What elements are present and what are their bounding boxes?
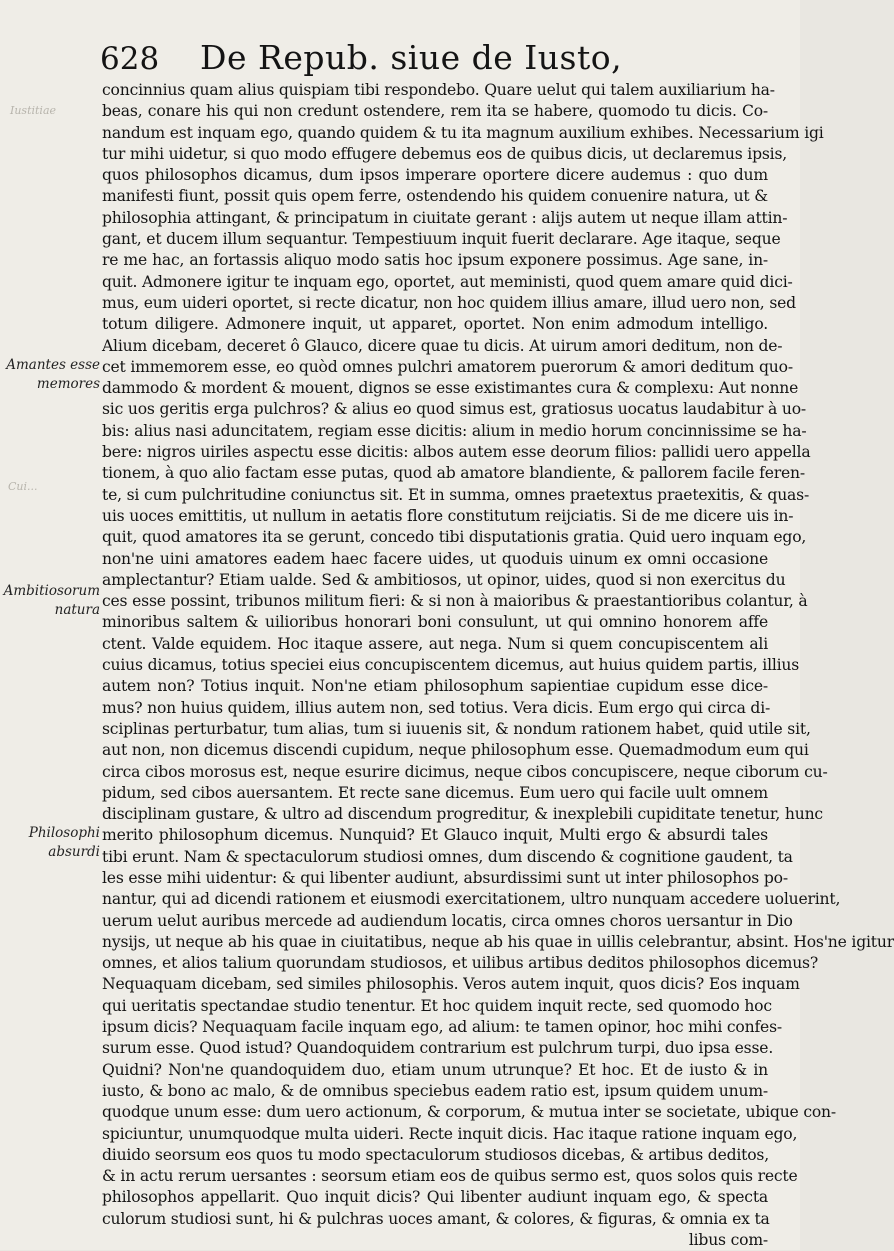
text-line: amplectantur? Etiam ualde. Sed & ambitiosos, ut opinor, uides, quod si non exercitus du — [102, 570, 786, 589]
text-line: surum esse. Quod istud? Quandoquidem contrarium est pulchrum turpi, duo ipsa esse. — [102, 1039, 774, 1058]
text-line: minoribus saltem & uilioribus honorari boni consulunt, ut qui omnino honorem affe — [102, 613, 768, 632]
text-line: beas, conare his qui non credunt ostendere, rem ita se habere, quomodo tu dicis. Co- — [102, 102, 768, 121]
text-line: philosophia attingant, & principatum in ciuitate gerant : alijs autem ut neque illam attin- — [102, 208, 788, 227]
page-number: 628 — [100, 41, 160, 77]
text-line: spiciuntur, unumquodque multa uideri. Recte inquit dicis. Hac itaque ratione inquam ego, — [102, 1124, 798, 1143]
text-line: les esse mihi uidentur: & qui libenter audiunt, absurdissimi sunt ut inter philosophos po- — [102, 868, 788, 887]
text-line: tionem, à quo alio factam esse putas, quod ab amatore blandiente, & pallorem facile feren- — [102, 464, 805, 483]
text-line: tibi erunt. Nam & spectaculorum studiosi omnes, dum discendo & cognitione gaudent, ta — [102, 847, 793, 866]
margin-note-philosophi: Philosophi absurdi — [28, 825, 100, 860]
text-line: gant, et ducem illum sequantur. Tempestiuum inquit fuerit declarare. Age itaque, seque — [102, 230, 781, 249]
text-line: merito philosophum dicemus. Nunquid? Et Glauco inquit, Multi ergo & absurdi tales — [102, 826, 768, 845]
text-line: pidum, sed cibos auersantem. Et recte sane dicemus. Eum uero qui facile uult omnem — [102, 783, 768, 802]
text-line: mus, eum uideri oportet, si recte dicatur, non hoc quidem illius amare, illud uero non, sed — [102, 293, 796, 312]
text-line: quos philosophos dicamus, dum ipsos imperare oportere dicere audemus : quo dum — [102, 166, 768, 185]
text-line: nysijs, ut neque ab his quae in ciuitatibus, neque ab his quae in uillis celebrantur, absint. Hos'ne igitur — [102, 932, 894, 951]
text-line: totum diligere. Admonere inquit, ut apparet, oportet. Non enim admodum intelligo. — [102, 315, 768, 334]
text-line: bis: alius nasi aduncitatem, regiam esse dicitis: alium in medio horum concinnissime se ha- — [102, 421, 807, 440]
text-line: circa cibos morosus est, neque esurire dicimus, neque cibos concupiscere, neque ciborum cu- — [102, 762, 828, 781]
text-line: qui ueritatis spectandae studio tenentur. Et hoc quidem inquit recte, sed quomodo hoc — [102, 996, 772, 1015]
text-line: philosophos appellarit. Quo inquit dicis? Qui libenter audiunt inquam ego, & specta — [102, 1188, 768, 1207]
text-line: uerum uelut auribus mercede ad audiendum locatis, circa omnes choros uersantur in Dio — [102, 911, 793, 930]
text-line: omnes, et alios talium quorundam studiosos, et uilibus artibus deditos philosophos dicemus? — [102, 954, 819, 973]
text-line: dammodo & mordent & mouent, dignos se esse existimantes cura & complexu: Aut nonne — [102, 379, 799, 398]
text-line: ctent. Valde equidem. Hoc itaque assere, aut nega. Num si quem concupiscentem ali — [102, 634, 768, 653]
margin-note-amantes: Amantes esse memores — [6, 357, 100, 392]
text-line: cet immemorem esse, eo quòd omnes pulchri amatorem puerorum & amori deditum quo- — [102, 357, 793, 376]
text-line: bere: nigros uiriles aspectu esse dicitis: albos autem esse deorum filios: pallidi uero appella — [102, 443, 811, 462]
text-line: mus? non huius quidem, illius autem non, sed totius. Vera dicis. Eum ergo qui circa di- — [102, 698, 771, 717]
text-line: autem non? Totius inquit. Non'ne etiam philosophum sapientiae cupidum esse dice- — [102, 677, 768, 696]
text-line: manifesti fiunt, possit quis opem ferre, ostendendo his quidem conuenire natura, ut & — [102, 187, 768, 206]
running-head: De Repub. siue de Iusto, — [200, 38, 623, 77]
text-line: Alium dicebam, deceret ô Glauco, dicere quae tu dicis. At uirum amori deditum, non de- — [102, 336, 783, 355]
text-line: cuius dicamus, totius speciei eius concupiscentem dicemus, aut huius quidem partis, illius — [102, 656, 800, 675]
text-line: diuido seorsum eos quos tu modo spectaculorum studiosos dicebas, & artibus deditos, — [102, 1145, 769, 1164]
text-line: quodque unum esse: dum uero actionum, & corporum, & mutua inter se societate, ubique con- — [102, 1103, 836, 1122]
text-line: quit, quod amatores ita se gerunt, concedo tibi disputationis gratia. Quid uero inquam ego, — [102, 528, 807, 547]
text-line: libus com- — [688, 1231, 768, 1250]
text-line: non'ne uini amatores eadem haec facere uides, ut quoduis uinum ex omni occasione — [102, 549, 768, 568]
text-line: nandum est inquam ego, quando quidem & tu ita magnum auxilium exhibes. Necessarium igi — [102, 123, 824, 142]
text-line: iusto, & bono ac malo, & de omnibus speciebus eadem ratio est, ipsum quidem unum- — [102, 1081, 768, 1100]
text-line: & in actu rerum uersantes : seorsum etiam eos de quibus sermo est, quos solos quis recte — [102, 1167, 798, 1186]
text-line: Nequaquam dicebam, sed similes philosophis. Veros autem inquit, quos dicis? Eos inquam — [102, 975, 800, 994]
text-line: ces esse possint, tribunos militum fieri: & si non à maioribus & praestantioribus colantur, à — [102, 592, 808, 611]
body-text — [102, 80, 894, 1251]
margin-note-ambitiosorum: Ambitiosorum natura — [3, 583, 100, 618]
text-line: sciplinas perturbatur, tum alias, tum si iuuenis sit, & nondum rationem habet, quid utile sit, — [102, 719, 811, 738]
bleed-through-text: Iustitiae — [10, 104, 57, 117]
text-line: sic uos geritis erga pulchros? & alius eo quod simus est, gratiosus uocatus laudabitur à uo- — [102, 400, 806, 419]
text-line: re me hac, an fortassis aliquo modo satis hoc ipsum exponere possimus. Age sane, in- — [102, 251, 768, 270]
text-line: aut non, non dicemus discendi cupidum, neque philosophum esse. Quemadmodum eum qui — [102, 741, 809, 760]
text-line: tur mihi uidetur, si quo modo effugere debemus eos de quibus dicis, ut declaremus ipsis, — [102, 144, 788, 163]
bleed-through-text: Cui... — [8, 480, 38, 493]
text-line: culorum studiosi sunt, hi & pulchras uoces amant, & colores, & figuras, & omnia ex ta — [102, 1209, 770, 1228]
text-line: disciplinam gustare, & ultro ad discendum progreditur, & inexplebili cupiditate tenetur, hunc — [102, 805, 823, 824]
text-line: concinnius quam alius quispiam tibi respondebo. Quare uelut qui talem auxiliarium ha- — [102, 81, 775, 99]
text-line: uis uoces emittitis, ut nullum in aetatis flore constitutum reijciatis. Si de me dicere uis in- — [102, 506, 794, 525]
text-line: ipsum dicis? Nequaquam facile inquam ego, ad alium: te tamen opinor, hoc mihi confes- — [102, 1018, 782, 1037]
text-line: Quidni? Non'ne quandoquidem duo, etiam unum utrunque? Et hoc. Et de iusto & in — [102, 1060, 768, 1079]
text-line: quit. Admonere igitur te inquam ego, oportet, aut meministi, quod quem amare quid dici- — [102, 272, 793, 291]
text-line: nantur, qui ad dicendi rationem et eiusmodi exercitationem, ultro nunquam accedere uoluerint, — [102, 890, 841, 909]
text-line: te, si cum pulchritudine coniunctus sit. Et in summa, omnes praetextus praetexitis, & quas- — [102, 485, 810, 504]
